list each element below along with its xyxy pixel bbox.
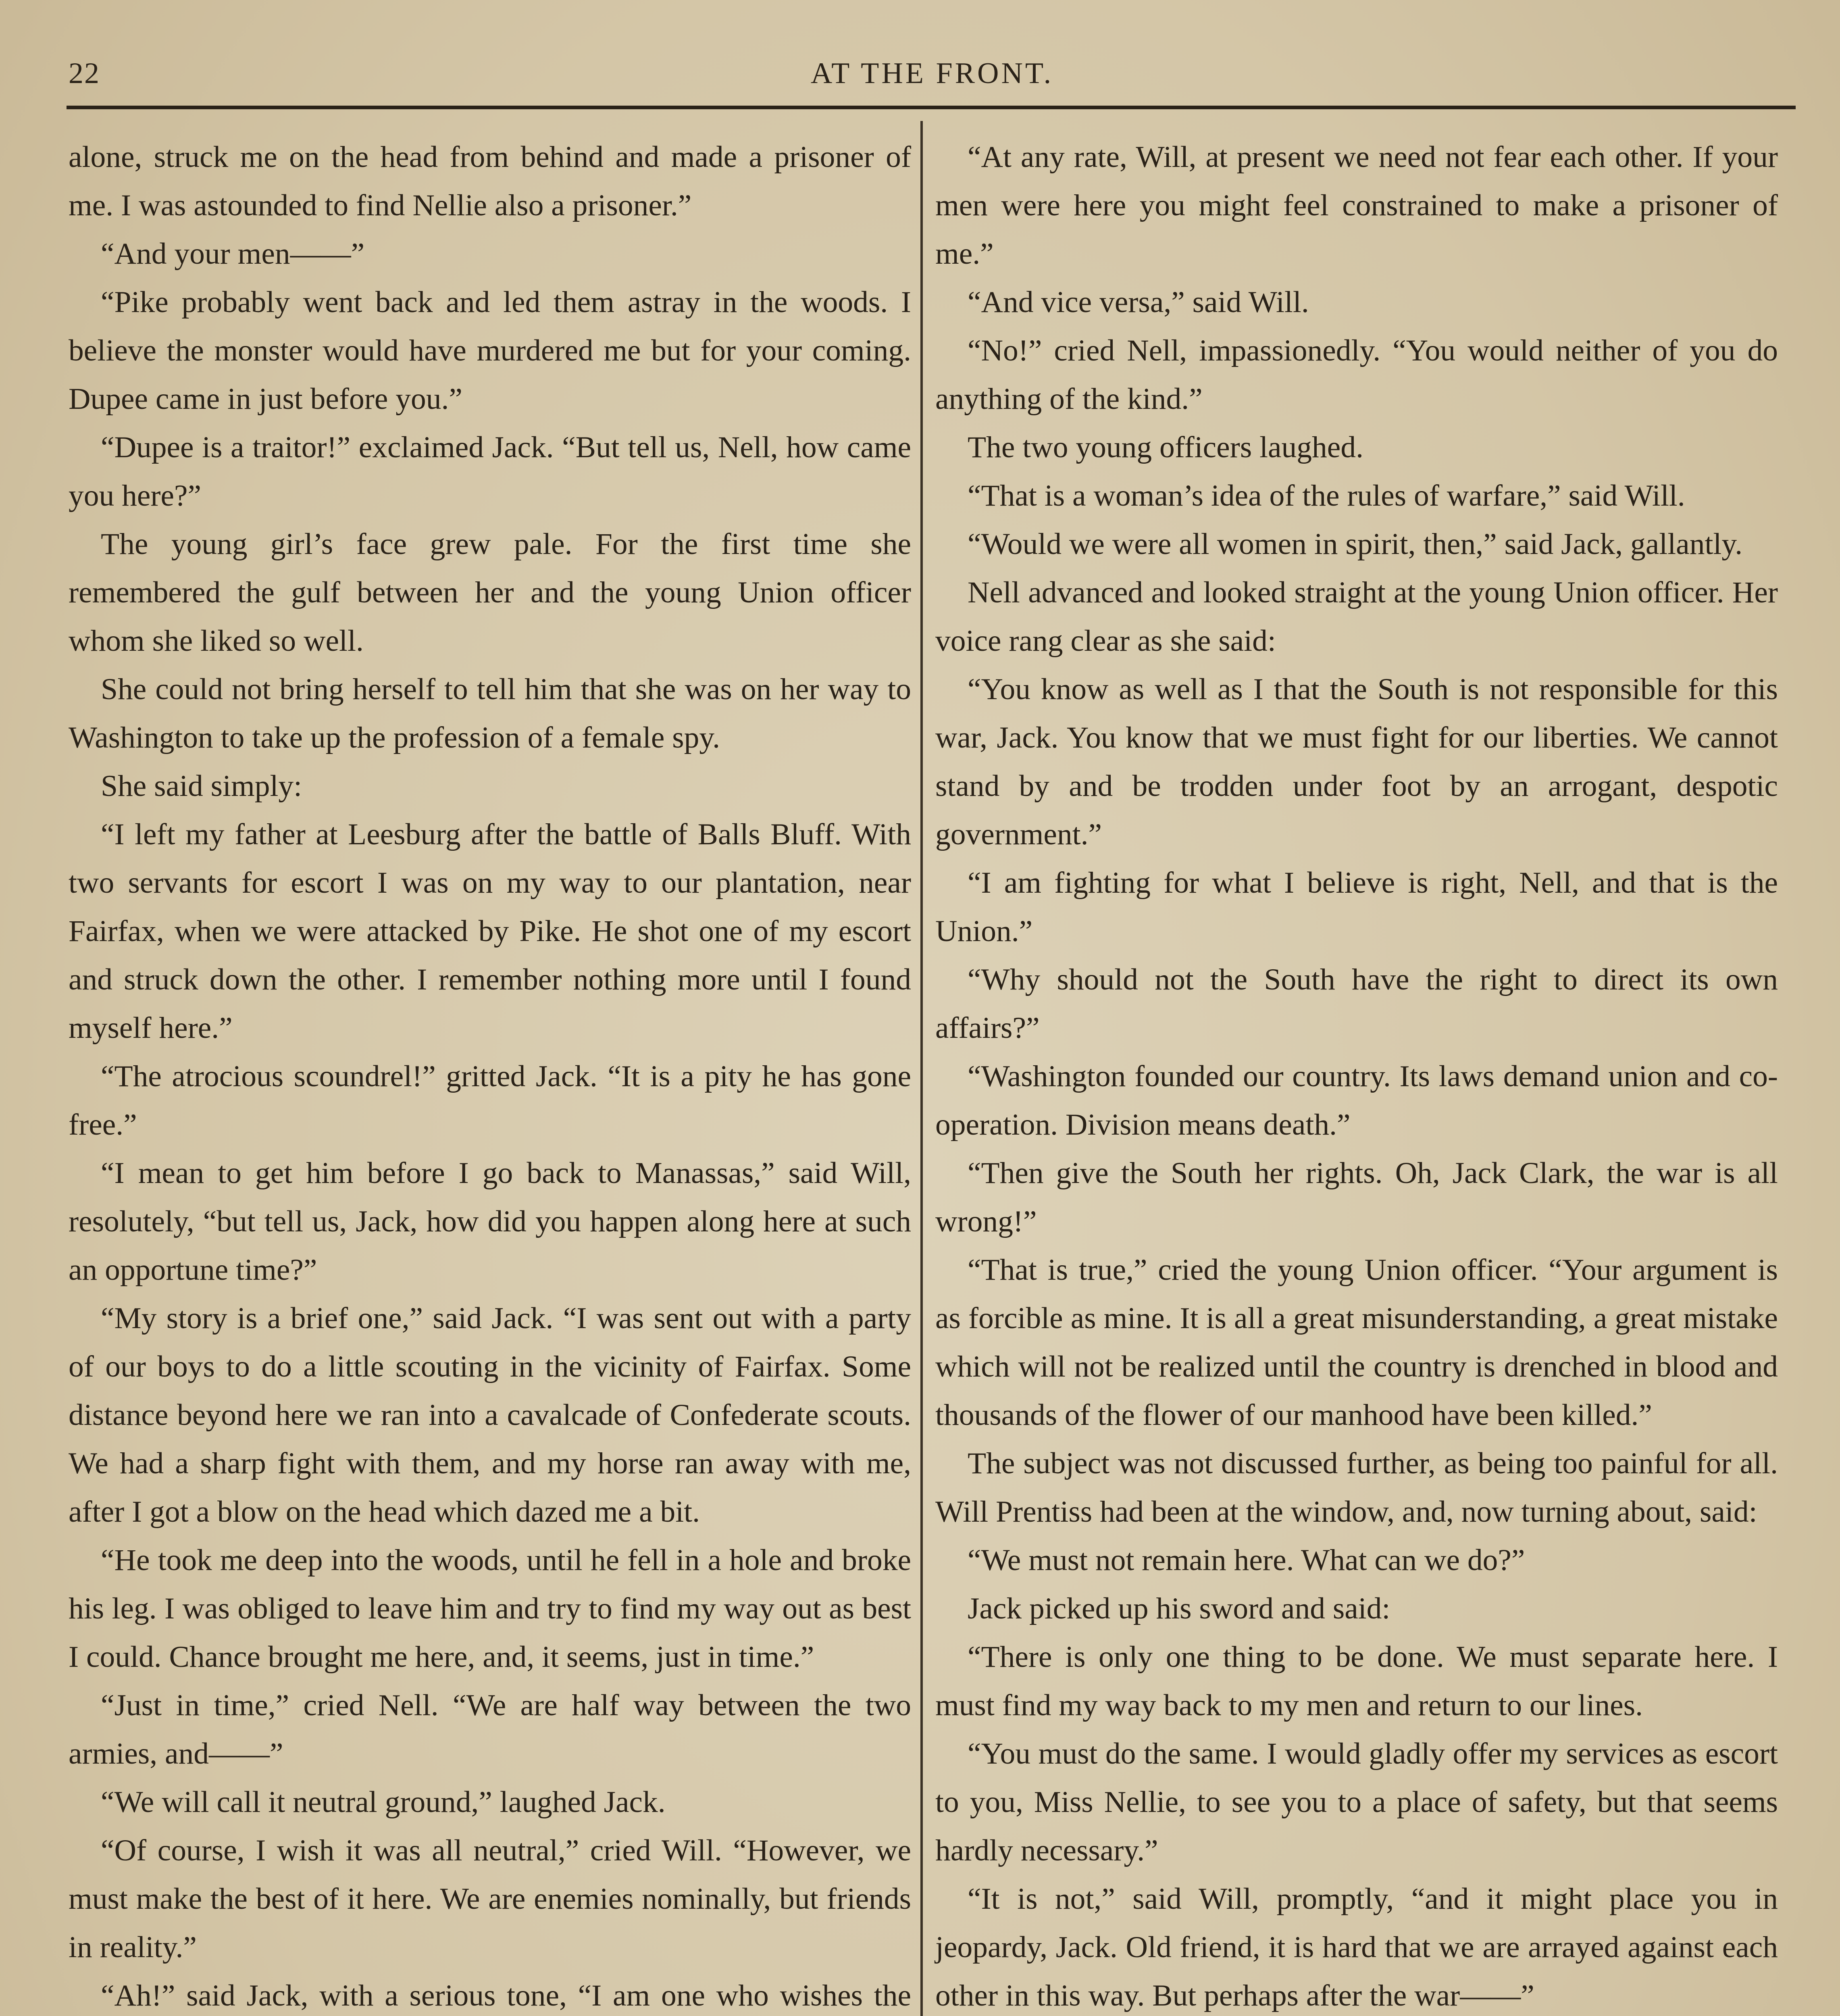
paragraph: “That is true,” cried the young Union officer. “Your argument is as forcible as mine. It is all a great misunderstanding, a great mistake which will not be realized until the country is drenched in blood and thousands of the flower of our manhood have been killed.” (935, 1253, 1778, 1432)
paragraph: “At any rate, Will, at present we need not fear each other. If your men were here you might feel constrained to make a prisoner of me.” (935, 140, 1778, 271)
paragraph: “That is a woman’s idea of the rules of warfare,” said Will. (968, 479, 1685, 512)
paragraph: “No!” cried Nell, impassionedly. “You would neither of you do anything of the kind.” (935, 334, 1778, 416)
paragraph: Nell advanced and looked straight at the young Union officer. Her voice rang clear as she said: (935, 576, 1778, 658)
paragraph: “I mean to get him before I go back to Manassas,” said Will, resolutely, “but tell us, Jack, how did you happen along here at such an opportune time?” (69, 1156, 911, 1287)
paragraph: “Just in time,” cried Nell. “We are half way between the two armies, and——” (69, 1689, 911, 1770)
paragraph: She said simply: (101, 769, 302, 803)
paragraph: “Ah!” said Jack, with a serious tone, “I am one who wishes the (101, 1979, 911, 2012)
paragraph: “The atrocious scoundrel!” gritted Jack. “It is a pity he has gone free.” (69, 1060, 911, 1141)
right-column (935, 133, 1778, 2016)
paragraph: “You know as well as I that the South is not responsible for this war, Jack. You know that we must fight for our liberties. We cannot stand by and be trodden under foot by an arrogant, despotic government.” (935, 673, 1778, 851)
paragraph: “Pike probably went back and led them astray in the woods. I believe the monster would have murdered me but for your coming. Dupee came in just before you.” (69, 285, 911, 416)
page-header (69, 48, 1796, 101)
paragraph: “My story is a brief one,” said Jack. “I was sent out with a party of our boys to do a little scouting in the vicinity of Fairfax. Some distance beyond here we ran into a cavalcade of Confederate scouts. We had a sharp fight with them, and my horse ran away with me, after I got a blow on the head which dazed me a bit. (69, 1302, 911, 1529)
paragraph: Jack picked up his sword and said: (968, 1592, 1390, 1625)
paragraph: “You must do the same. I would gladly offer my services as escort to you, Miss Nellie, to see you to a place of safety, but that seems hardly necessary.” (935, 1737, 1778, 1867)
paragraph: “Then give the South her rights. Oh, Jack Clark, the war is all wrong!” (935, 1156, 1778, 1238)
paragraph: “We must not remain here. What can we do?” (968, 1543, 1525, 1577)
paragraph: alone, struck me on the head from behind and made a prisoner of me. I was astounded to find Nellie also a prisoner.” (69, 140, 911, 222)
left-column (69, 133, 911, 2016)
paragraph: The young girl’s face grew pale. For the first time she remembered the gulf between her and the young Union officer whom she liked so well. (69, 527, 911, 658)
paragraph: “And your men——” (101, 237, 365, 271)
paragraph: “It is not,” said Will, promptly, “and it might place you in jeopardy, Jack. Old friend, it is hard that we are arrayed against each other in this way. But perhaps after the war——” (935, 1882, 1778, 2012)
paragraph: “Why should not the South have the right to direct its own affairs?” (935, 963, 1778, 1045)
page-number: 22 (69, 57, 100, 90)
header-rule (67, 106, 1796, 109)
paragraph: “I left my father at Leesburg after the battle of Balls Bluff. With two servants for escort I was on my way to our plantation, near Fairfax, when we were attacked by Pike. He shot one of my escort and struck down the other. I remember nothing more until I found myself here.” (69, 818, 911, 1045)
paragraph: “Of course, I wish it was all neutral,” cried Will. “However, we must make the best of it here. We are enemies nominally, but friends in reality.” (69, 1834, 911, 1964)
paragraph: “There is only one thing to be done. We must separate here. I must find my way back to my men and return to our lines. (935, 1640, 1778, 1722)
paragraph: The subject was not discussed further, as being too painful for all. Will Prentiss had been at the window, and, now turning about, said: (935, 1447, 1778, 1529)
column-divider (920, 121, 923, 2016)
paragraph: “Would we were all women in spirit, then,” said Jack, gallantly. (968, 527, 1743, 561)
paragraph: “Washington founded our country. Its laws demand union and co-operation. Division means death.” (935, 1060, 1778, 1141)
paragraph: “He took me deep into the woods, until he fell in a hole and broke his leg. I was obliged to leave him and try to find my way out as best I could. Chance brought me here, and, it seems, just in time.” (69, 1543, 911, 1674)
paragraph: “And vice versa,” said Will. (968, 285, 1309, 319)
paragraph: The two young officers laughed. (968, 431, 1363, 464)
paragraph: “I am fighting for what I believe is right, Nell, and that is the Union.” (935, 866, 1778, 948)
paragraph: “Dupee is a traitor!” exclaimed Jack. “But tell us, Nell, how came you here?” (69, 431, 911, 512)
paragraph: “We will call it neutral ground,” laughed Jack. (101, 1785, 666, 1819)
running-title: AT THE FRONT. (810, 57, 1054, 90)
paragraph: She could not bring herself to tell him that she was on her way to Washington to take up the profession of a female spy. (69, 673, 911, 754)
